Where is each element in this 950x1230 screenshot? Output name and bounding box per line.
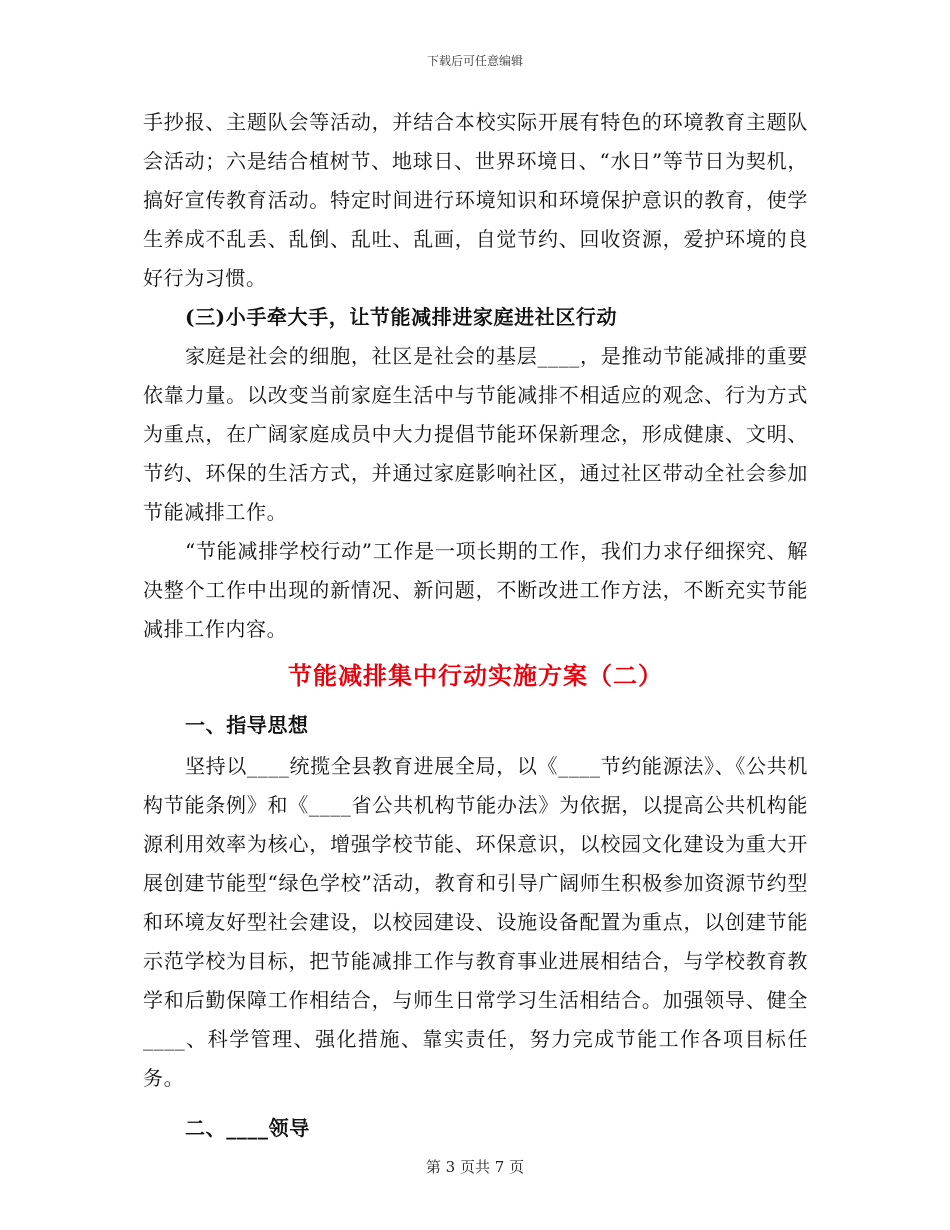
section-three-heading: (三)小手牵大手，让节能减排进家庭进社区行动 (185, 305, 618, 329)
section-three-paragraph: 家庭是社会的细胞，社区是社会的基层____，是推动节能减排的重要依靠力量。以改变当前家庭生活中与节能减排不相适应的观念、行为方式为重点，在广阔家庭成员中大力提倡节能环保新理念，形成健康、文明、节约、环保的生活方式，并通过家庭影响社区，通过社区带动全社会参加节能减排工作。 (143, 344, 808, 524)
page-footer: 第 3 页共 7 页 (425, 1158, 525, 1176)
leadership-heading: 二、____领导 (185, 1116, 310, 1140)
continued-paragraph: 手抄报、主题队会等活动，并结合本校实际开展有特色的环境教育主题队会活动；六是结合植树节、地球日、世界环境日、“水日”等节日为契机，搞好宣传教育活动。特定时间进行环境知识和环境保护意识的教育，使学生养成不乱丢、乱倒、乱吐、乱画，自觉节约、回收资源，爱护环境的良好行为习惯。 (143, 110, 808, 290)
document-body (143, 103, 808, 1150)
guiding-thought-heading: 一、指导思想 (185, 713, 309, 737)
closing-paragraph: “节能减排学校行动”工作是一项长期的工作，我们力求仔细探究、解决整个工作中出现的新情况、新问题，不断改进工作方法，不断充实节能减排工作内容。 (143, 539, 808, 641)
plan-two-title: 节能减排集中行动实施方案（二） (288, 661, 663, 690)
guiding-thought-paragraph: 坚持以____统揽全县教育进展全局，以《____节约能源法》、《公共机构节能条例》和《____省公共机构节能办法》为依据，以提高公共机构能源利用效率为核心，增强学校节能、环保意识，以校园文化建设为重大开展创建节能型“绿色学校”活动，教育和引导广阔师生积极参加资源节约型和环境友好型社会建设，以校园建设、设施设备配置为重点，以创建节能示范学校为目标，把节能减排工作与教育事业进展相结合，与学校教育教学和后勤保障工作相结合，与师生日常学习生活相结合。加强领导、健全____、科学管理、强化措施、靠实责任，努力完成节能工作各项目标任务。 (143, 754, 808, 1090)
page-header-note: 下载后可任意编辑 (426, 54, 523, 68)
